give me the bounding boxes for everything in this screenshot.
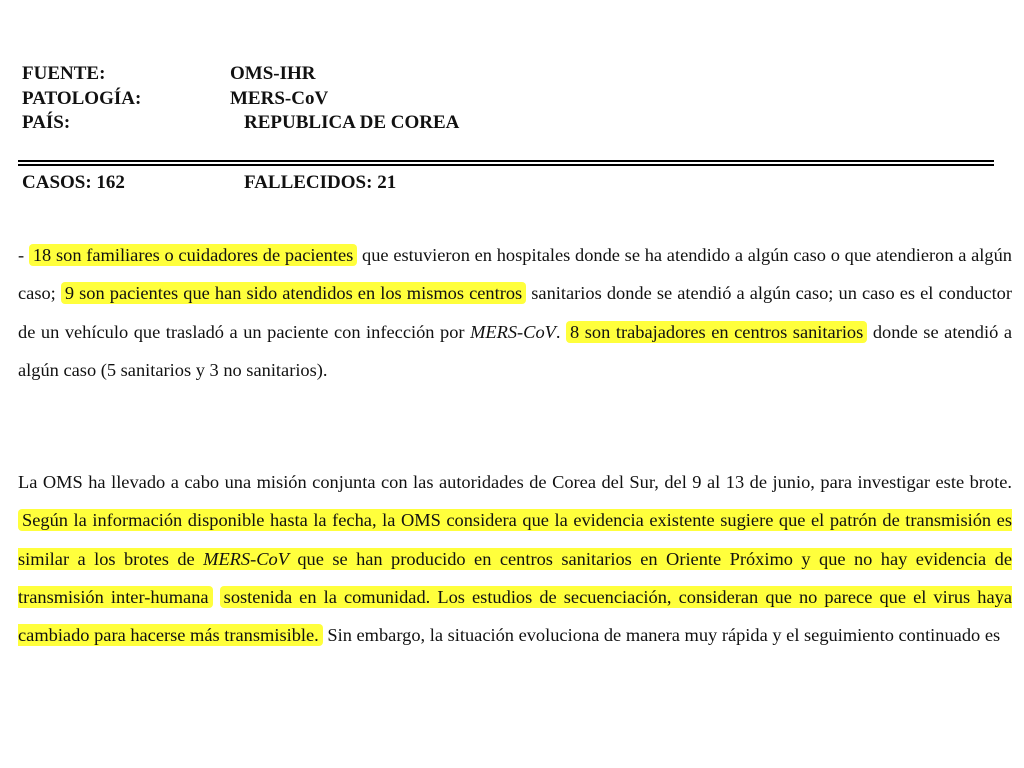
country-label: PAÍS:	[22, 112, 71, 133]
text-segment: Según la información disponible hasta la fecha, la OMS considera que la evidencia existente sugiere que el patrón de transmisión es similar a los brotes de	[18, 510, 1012, 569]
paragraph-oms	[18, 463, 1012, 654]
highlight-pacientes: 9 son pacientes que han sido atendidos en los mismos centros	[61, 282, 526, 304]
pathology-row	[22, 87, 459, 112]
highlight-comunidad: sostenida en la comunidad. Los estudios de secuenciación, consideran que no parece que el virus haya cambiado para hacerse más transmisible.	[18, 586, 1012, 646]
pathology-value: MERS-CoV	[230, 87, 329, 109]
paragraph-contacts	[18, 236, 1012, 389]
divider-top	[18, 160, 994, 162]
text-segment: .	[555, 321, 567, 342]
country-row	[22, 111, 459, 136]
source-value: OMS-IHR	[230, 63, 316, 84]
virus-name: MERS-CoV	[203, 548, 289, 569]
cases-count: CASOS: 162	[22, 172, 125, 193]
text-segment	[213, 587, 220, 607]
source-label: FUENTE:	[22, 63, 106, 84]
country-value: REPUBLICA DE COREA	[244, 112, 460, 133]
text-segment: Sin embargo, la situación evoluciona de manera muy rápida y el seguimiento continuado es	[322, 625, 1001, 646]
source-row	[22, 62, 459, 87]
text-segment: que se han producido en centros sanitarios en Oriente Próximo y que no hay evidencia de transmisión inter-humana	[18, 548, 1012, 607]
pathology-label: PATOLOGÍA:	[22, 87, 142, 109]
highlight-familiares: 18 son familiares o cuidadores de pacientes	[29, 244, 357, 266]
text-segment: sanitarios donde se atendió a algún caso; un caso es el conductor de un vehículo que trasladó a un paciente con infección por	[18, 283, 1012, 342]
dash: -	[18, 245, 29, 265]
text-segment: que estuvieron en hospitales donde se ha atendido a algún caso o que atendieron a algún caso;	[18, 245, 1012, 304]
text-segment: La OMS ha llevado a cabo una misión conjunta con las autoridades de Corea del Sur, del 9 al 13 de junio, para investigar este brote.	[18, 472, 1012, 492]
case-summary	[22, 171, 397, 195]
divider-bottom	[18, 164, 994, 166]
highlight-trabajadores: 8 son trabajadores en centros sanitarios	[566, 321, 867, 343]
report-header	[22, 62, 459, 136]
text-segment: donde se atendió a algún caso (5 sanitarios y 3 no sanitarios).	[18, 321, 1012, 380]
deaths-count: FALLECIDOS: 21	[244, 172, 397, 193]
virus-name: MERS-CoV	[470, 321, 556, 342]
